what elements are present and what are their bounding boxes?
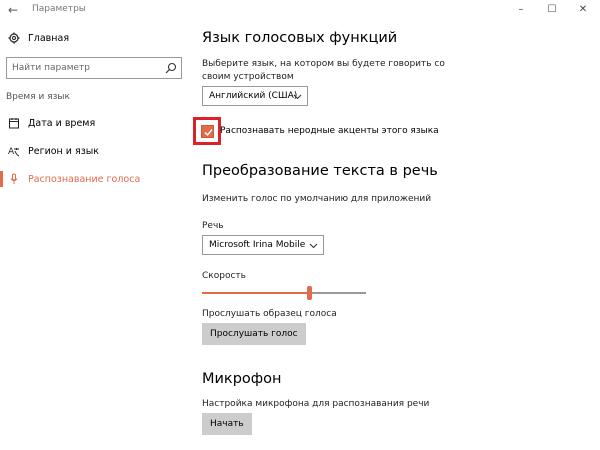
title-bar: [0, 0, 600, 22]
speech-language-heading: Язык голосовых функций: [202, 30, 398, 46]
chevron-down-icon: [293, 92, 302, 101]
dropdown-value: Английский (США): [209, 91, 298, 101]
maximize-button[interactable]: ☐: [547, 4, 557, 15]
sidebar-item-speech[interactable]: [0, 168, 190, 192]
sidebar-item-region-language[interactable]: [0, 140, 190, 164]
microphone-heading: Микрофон: [202, 371, 282, 387]
close-button[interactable]: ✕: [578, 4, 588, 15]
sidebar-item-label: Регион и язык: [28, 146, 99, 157]
speed-slider-thumb[interactable]: [307, 286, 312, 300]
sidebar-item-home[interactable]: [0, 27, 190, 51]
main-content: [190, 22, 600, 450]
preview-voice-button[interactable]: Прослушать голос: [202, 323, 306, 345]
checkmark-icon: [203, 127, 214, 138]
section-title: Время и язык: [6, 92, 70, 102]
preview-label: Прослушать образец голоса: [202, 309, 337, 319]
speech-language-description: Выберите язык, на котором вы будете говорить со своим устройством: [202, 59, 445, 82]
speed-slider-fill: [202, 292, 309, 294]
calendar-icon: [8, 117, 20, 129]
accent-checkbox-label: Распознавать неродные акценты этого языка: [220, 126, 439, 136]
voice-label: Речь: [202, 221, 224, 231]
speed-label: Скорость: [202, 271, 246, 281]
sidebar: [0, 22, 190, 450]
dropdown-value: Microsoft Irina Mobile: [209, 240, 306, 250]
speech-language-dropdown[interactable]: [202, 86, 308, 106]
tts-heading: Преобразование текста в речь: [202, 163, 438, 179]
gear-icon: [8, 32, 20, 44]
start-button[interactable]: Начать: [202, 413, 252, 435]
tts-description: Изменить голос по умолчанию для приложений: [202, 194, 432, 204]
svg-text:A: A: [8, 147, 15, 157]
sidebar-item-label: Дата и время: [28, 118, 96, 129]
sidebar-item-label: Распознавание голоса: [28, 174, 141, 185]
back-arrow-icon[interactable]: ←: [7, 3, 19, 17]
speed-slider[interactable]: [202, 292, 366, 294]
window-title: Параметры: [32, 4, 86, 14]
sidebar-item-label: Главная: [28, 33, 70, 44]
search-input[interactable]: [7, 58, 157, 78]
chevron-down-icon: [309, 241, 318, 250]
voice-dropdown[interactable]: [202, 235, 324, 255]
minimize-button[interactable]: –: [518, 4, 524, 15]
microphone-description: Настройка микрофона для распознавания речи: [202, 399, 430, 409]
search-box[interactable]: [6, 57, 182, 79]
microphone-icon: [8, 173, 20, 185]
accent-checkbox[interactable]: [201, 125, 214, 138]
region-language-icon: [8, 145, 20, 157]
search-icon[interactable]: [165, 62, 177, 74]
sidebar-item-date-time[interactable]: [0, 112, 190, 136]
active-indicator: [0, 171, 3, 187]
